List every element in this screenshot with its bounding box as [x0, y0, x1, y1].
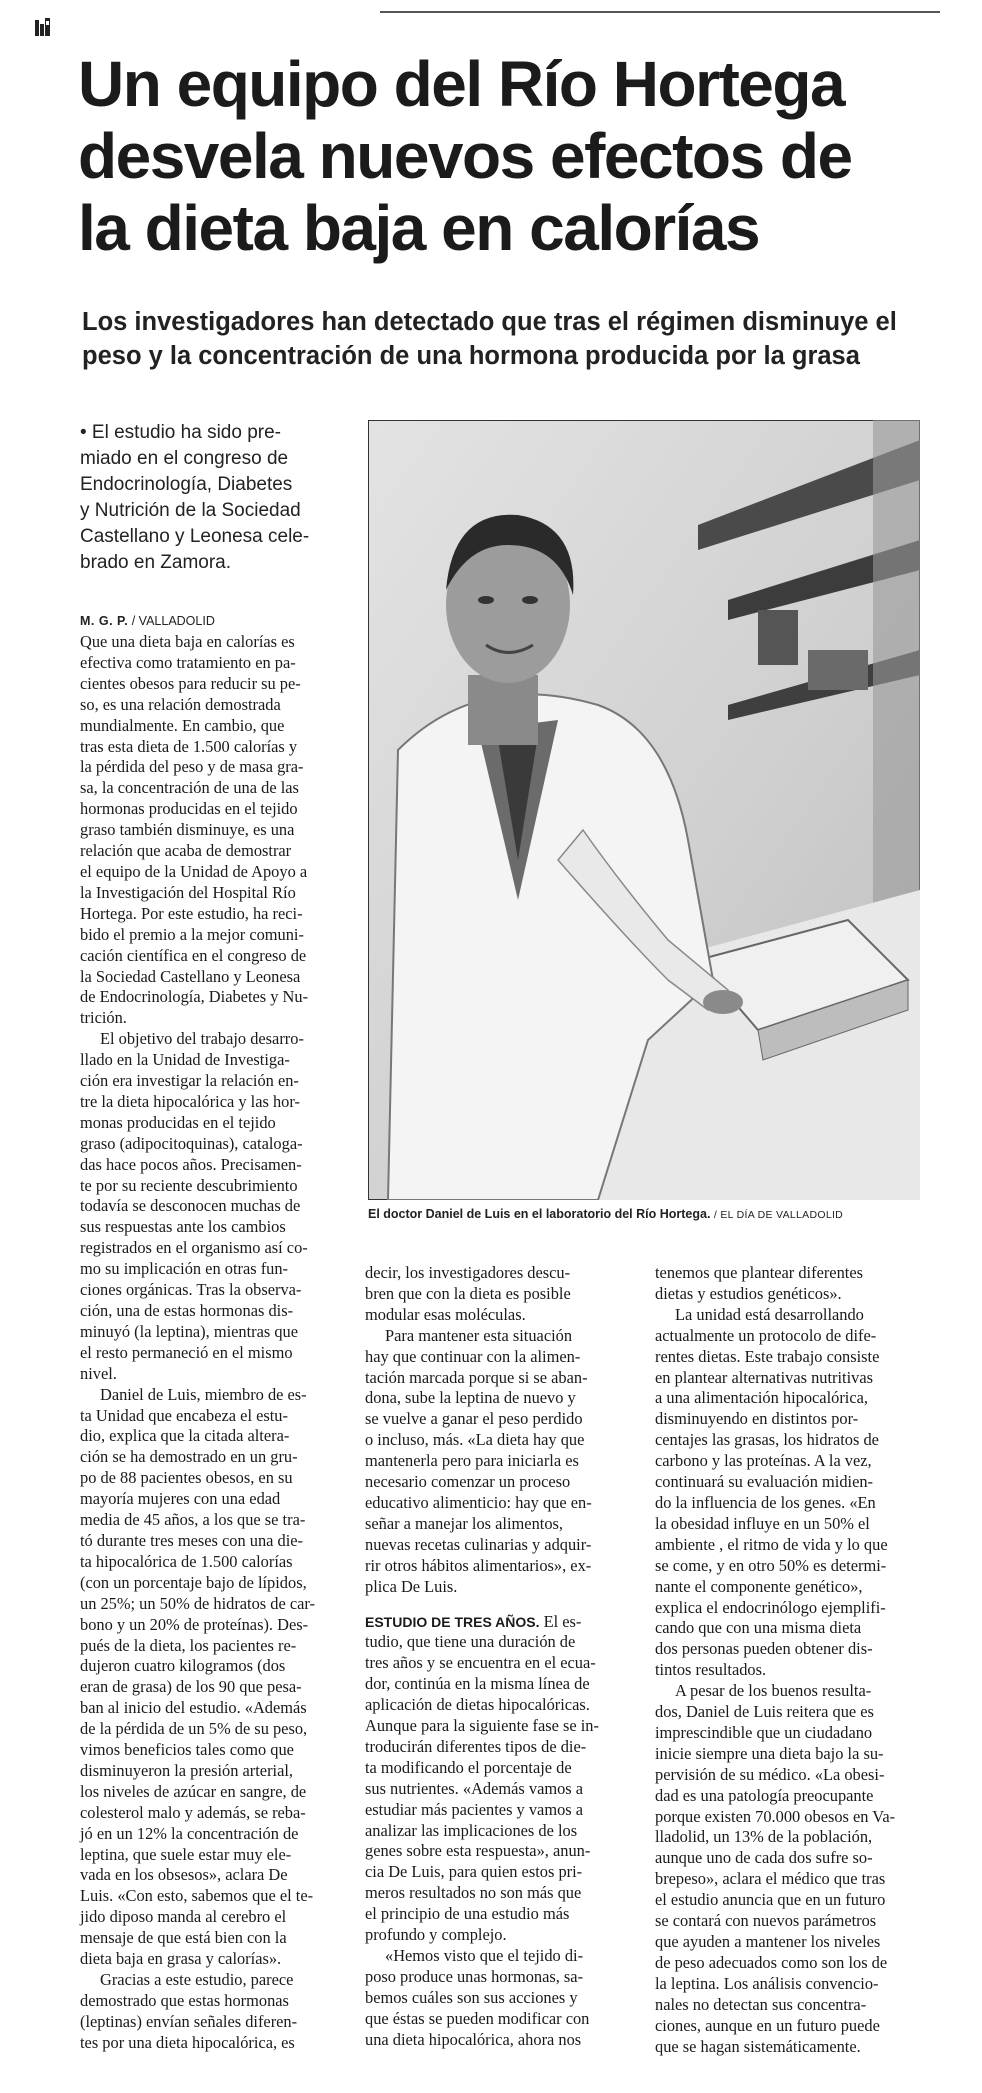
text-line: das hace pocos años. Precisamen- [80, 1154, 302, 1174]
text-line: Gracias a este estudio, parece [100, 1970, 294, 1989]
text-line: dos, Daniel de Luis reitera que es [655, 1702, 874, 1722]
text-line: ta Unidad que encabeza el estu- [80, 1405, 288, 1425]
text-line: te por su reciente descubrimiento [80, 1175, 298, 1195]
paragraph [655, 1305, 930, 1681]
text-line: Daniel de Luis, miembro de es- [100, 1384, 307, 1404]
text-line: relación que acaba de demostrar [80, 841, 292, 861]
byline [80, 614, 215, 628]
text-line: actualmente un protocolo de dife- [655, 1325, 877, 1345]
text-line: que éstas se pueden modificar con [365, 2008, 590, 2028]
text-line: el principio de una estudio más [365, 1904, 570, 1924]
text-line: se come, y en otro 50% es determi- [655, 1555, 887, 1575]
text-line: pués de la dieta, los pacientes re- [80, 1635, 297, 1655]
text-line: disminuyeron la presión arterial, [80, 1760, 294, 1780]
text-line: cación científica en el congreso de [80, 945, 307, 965]
text-line: decir, los investigadores descu- [365, 1263, 571, 1282]
text-line: imprescindible que un ciudadano [655, 1722, 873, 1742]
text-line: mensaje de que está bien con la [80, 1928, 287, 1948]
text-line: genes sobre esta respuesta», anun- [365, 1841, 591, 1861]
text-line: colesterol malo y además, se reba- [80, 1802, 306, 1822]
text-line: sus nutrientes. «Además vamos a [365, 1778, 584, 1798]
text-line: profundo y complejo. [365, 1925, 507, 1945]
text-line: tre la dieta hipocalórica y las hor- [80, 1091, 300, 1111]
text-line: dietas y estudios genéticos». [655, 1283, 842, 1303]
pullquote-line: brado en Zamora. [80, 552, 232, 573]
text-line: po de 88 pacientes obesos, en su [80, 1468, 293, 1488]
text-line: plica De Luis. [365, 1576, 458, 1596]
text-line: jó en un 12% la concentración de [80, 1823, 299, 1843]
text-line: sa, la concentración de una de las [80, 778, 299, 798]
subtitle [82, 305, 962, 373]
text-line: minuyó (la leptina), mientras que [80, 1321, 299, 1341]
text-line: tes por una dieta hipocalórica, es [80, 2032, 295, 2052]
text-line: mayoría mujeres con una edad [80, 1489, 281, 1509]
text-line: La unidad está desarrollando [675, 1304, 864, 1324]
article-photo [368, 420, 920, 1200]
text-line: tres años y se encuentra en el ecua- [365, 1653, 596, 1673]
text-line: nante el componente genético», [655, 1576, 863, 1596]
text-line: ciones orgánicas. Tras la observa- [80, 1280, 302, 1300]
text-line: vimos beneficios tales como que [80, 1740, 294, 1760]
text-line: de peso adecuados como son los de [655, 1952, 888, 1972]
text-line: de la pérdida de un 5% de su peso, [80, 1719, 308, 1739]
text-line: continuará su evaluación midien- [655, 1472, 874, 1492]
headline-line: la dieta baja en calorías [78, 192, 760, 264]
text-line: «Hemos visto que el tejido di- [385, 1946, 584, 1965]
text-line: que se hagan sistemáticamente. [655, 2036, 861, 2056]
text-line: educativo alimenticio: hay que en- [365, 1492, 592, 1512]
text-line: nuevas recetas culinarias y adquir- [365, 1534, 592, 1554]
text-line: so, es una relación demostrada [80, 694, 281, 714]
text-line: sus respuestas ante los cambios [80, 1217, 286, 1237]
pullquote-line: • El estudio ha sido pre- [80, 422, 281, 443]
text-line: analizar las implicaciones de los [365, 1820, 578, 1840]
text-line: Aunque para la siguiente fase se in- [365, 1716, 599, 1736]
text-line: rir otros hábitos alimentarios», ex- [365, 1555, 592, 1575]
text-line: Para mantener esta situación [385, 1325, 573, 1345]
text-line: vada en los obsesos», aclara De [80, 1865, 288, 1885]
text-line: o incluso, más. «La dieta hay que [365, 1430, 585, 1450]
article-column-3 [655, 1263, 930, 2057]
photo-caption-text: El doctor Daniel de Luis en el laboratorio del Río Hortega. [368, 1207, 711, 1221]
text-line: hay que continuar con la alimen- [365, 1346, 581, 1366]
text-line: un 25%; un 50% de hidratos de car- [80, 1593, 315, 1613]
subtitle-line: Los investigadores han detectado que tras el régimen disminuye el [82, 308, 897, 336]
text-line: Luis. «Con esto, sabemos que el te- [80, 1886, 314, 1906]
text-line: brepeso», aclara el médico que tras [655, 1869, 886, 1889]
text-line: tintos resultados. [655, 1660, 767, 1680]
text-line: de Endocrinología, Diabetes y Nu- [80, 987, 309, 1007]
paragraph [80, 1029, 350, 1384]
text-line: leptina, que suele estar muy ele- [80, 1844, 292, 1864]
byline-author: M. G. P. [80, 614, 129, 628]
text-line: los niveles de azúcar en sangre, de [80, 1781, 307, 1801]
paragraph [365, 1946, 640, 2051]
text-line: bren que con la dieta es posible [365, 1283, 571, 1303]
text-line: en plantear alternativas nutritivas [655, 1367, 874, 1387]
text-line: monas producidas en el tejido [80, 1112, 276, 1132]
text-line: (con un porcentaje bajo de lípidos, [80, 1572, 307, 1592]
text-line: el equipo de la Unidad de Apoyo a [80, 861, 308, 881]
text-line: tenemos que plantear diferentes [655, 1263, 863, 1282]
paragraph [365, 1263, 640, 1326]
paragraph [80, 632, 350, 1029]
text-line: jido diposo manda al cerebro el [80, 1907, 287, 1927]
text-line: se contará con nuevos parámetros [655, 1911, 877, 1931]
text-line: rentes dietas. Este trabajo consiste [655, 1346, 880, 1366]
text-line: dor, continúa en la misma línea de [365, 1674, 590, 1694]
paragraph [655, 1681, 930, 2057]
paragraph [365, 1612, 640, 1947]
text-line: mantenerla pero para iniciarla es [365, 1451, 579, 1471]
text-line: se vuelve a ganar el peso perdido [365, 1409, 583, 1429]
text-line: poso produce unas hormonas, sa- [365, 1966, 584, 1986]
text-line: dad es una patología preocupante [655, 1785, 874, 1805]
subtitle-line: peso y la concentración de una hormona producida por la grasa [82, 342, 860, 370]
text-line: ciones, aunque en un futuro puede [655, 2015, 880, 2035]
text-line: la Investigación del Hospital Río [80, 882, 296, 902]
text-line: modular esas moléculas. [365, 1304, 526, 1324]
headline-line: desvela nuevos efectos de [78, 120, 852, 192]
text-line: una dieta hipocalórica, ahora nos [365, 2029, 582, 2049]
text-line: do la influencia de los genes. «En [655, 1492, 876, 1512]
text-line: nivel. [80, 1363, 117, 1383]
text-line: graso (adipocitoquinas), cataloga- [80, 1133, 303, 1153]
text-line: mo su implicación en otras fun- [80, 1259, 289, 1279]
photo-credit: / EL DÍA DE VALLADOLID [713, 1209, 844, 1221]
text-line: media de 45 años, a los que se tra- [80, 1510, 306, 1530]
section-subhead: ESTUDIO DE TRES AÑOS. [365, 1613, 540, 1630]
text-line: El objetivo del trabajo desarro- [100, 1029, 304, 1049]
text-line: demostrado que estas hormonas [80, 1990, 289, 2010]
photo-caption [368, 1207, 948, 1221]
text-line: meros resultados no son más que [365, 1883, 582, 1903]
text-line: Hortega. Por este estudio, ha reci- [80, 903, 303, 923]
text-line: la obesidad influye en un 50% el [655, 1513, 870, 1533]
pullquote-line: Endocrinología, Diabetes [80, 474, 293, 495]
byline-place: / VALLADOLID [131, 614, 215, 628]
text-line: inicie siempre una dieta bajo la su- [655, 1743, 884, 1763]
text-line: tación marcada porque si se aban- [365, 1367, 588, 1387]
text-line: troducirán diferentes tipos de die- [365, 1736, 587, 1756]
text-line: trición. [80, 1008, 127, 1028]
text-line: la Sociedad Castellano y Leonesa [80, 966, 301, 986]
text-line: porque existen 70.000 obesos en Va- [655, 1806, 896, 1826]
text-line: hormonas producidas en el tejido [80, 799, 298, 819]
text-line: ban al inicio del estudio. «Además [80, 1698, 307, 1718]
text-line: explica el endocrinólogo ejemplifi- [655, 1597, 886, 1617]
text-line: dio, explica que la citada altera- [80, 1426, 290, 1446]
text-line: señar a manejar los alimentos, [365, 1513, 563, 1533]
text-line: ambiente , el ritmo de vida y lo que [655, 1534, 888, 1554]
pullquote-line: y Nutrición de la Sociedad [80, 500, 301, 521]
text-line: mundialmente. En cambio, que [80, 715, 285, 735]
pullquote [80, 420, 360, 576]
text-line: disminuyendo en distintos por- [655, 1409, 859, 1429]
text-line: tudio, que tiene una duración de [365, 1632, 576, 1652]
text-line: la pérdida del peso y de masa gra- [80, 757, 304, 777]
text-line: a una alimentación hipocalórica, [655, 1388, 868, 1408]
text-line: tó durante tres meses con una die- [80, 1530, 304, 1550]
text-line: eran de grasa) de los 90 que pesa- [80, 1677, 302, 1697]
text-line: ción era investigar la relación en- [80, 1071, 299, 1091]
text-line: El es- [539, 1611, 582, 1631]
text-line: graso también disminuye, es una [80, 820, 295, 840]
text-line: lladolid, un 13% de la población, [655, 1827, 873, 1847]
headline-line: Un equipo del Río Hortega [78, 48, 845, 120]
text-line: aplicación de dietas hipocalóricas. [365, 1695, 590, 1715]
article-column-1 [80, 632, 350, 2054]
text-line: el resto permaneció en el mismo [80, 1342, 293, 1362]
text-line: cia De Luis, para quien estos pri- [365, 1862, 583, 1882]
text-line: bido el premio a la mejor comuni- [80, 924, 304, 944]
text-line: pervisión de su médico. «La obesi- [655, 1764, 885, 1784]
paragraph [365, 1326, 640, 1598]
text-line: efectiva como tratamiento en pa- [80, 652, 296, 672]
text-line: dieta baja en grasa y calorías». [80, 1949, 282, 1969]
text-line: ta modificando el porcentaje de [365, 1757, 572, 1777]
lab-photo-image [368, 420, 920, 1200]
pullquote-line: Castellano y Leonesa cele- [80, 526, 310, 547]
text-line: dona, sube la leptina de nuevo y [365, 1388, 576, 1408]
text-line: aunque uno de cada dos sufre so- [655, 1848, 873, 1868]
text-line: (leptinas) envían señales diferen- [80, 2011, 298, 2031]
paragraph [80, 1385, 350, 1970]
paragraph [80, 1970, 350, 2054]
text-line: ta hipocalórica de 1.500 calorías [80, 1551, 293, 1571]
text-line: carbono y las proteínas. A la vez, [655, 1451, 872, 1471]
text-line: ción, una de estas hormonas dis- [80, 1301, 294, 1320]
text-line: necesario comenzar un proceso [365, 1472, 571, 1492]
text-line: llado en la Unidad de Investiga- [80, 1050, 290, 1070]
header-rule [380, 11, 940, 13]
corner-logo-icon [34, 16, 52, 38]
article-column-2 [365, 1263, 640, 2051]
text-line: que ayuden a mantener los niveles [655, 1932, 881, 1951]
headline [78, 48, 948, 264]
paragraph [655, 1263, 930, 1305]
text-line: dujeron cuatro kilogramos (dos [80, 1656, 286, 1676]
text-line: nales no detectan sus concentra- [655, 1994, 867, 2014]
pullquote-line: miado en el congreso de [80, 448, 289, 469]
text-line: ción se ha demostrado en un gru- [80, 1447, 298, 1467]
text-line: cando que con una misma dieta [655, 1618, 862, 1638]
text-line: dos personas pueden obtener dis- [655, 1639, 873, 1659]
text-line: bono y un 20% de proteínas). Des- [80, 1614, 309, 1634]
text-line: A pesar de los buenos resulta- [675, 1681, 872, 1701]
text-line: centajes las grasas, los hidratos de [655, 1430, 879, 1450]
text-line: Que una dieta baja en calorías es [80, 632, 295, 651]
text-line: todavía se desconocen muchas de [80, 1196, 301, 1216]
text-line: bemos cuáles son sus acciones y [365, 1987, 578, 2007]
text-line: cientes obesos para reducir su pe- [80, 673, 301, 693]
text-line: la leptina. Los análisis convencio- [655, 1973, 879, 1993]
text-line: registrados en el organismo así co- [80, 1238, 308, 1258]
text-line: tras esta dieta de 1.500 calorías y [80, 736, 298, 756]
text-line: el estudio anuncia que en un futuro [655, 1890, 886, 1910]
text-line: estudiar más pacientes y vamos a [365, 1799, 584, 1819]
